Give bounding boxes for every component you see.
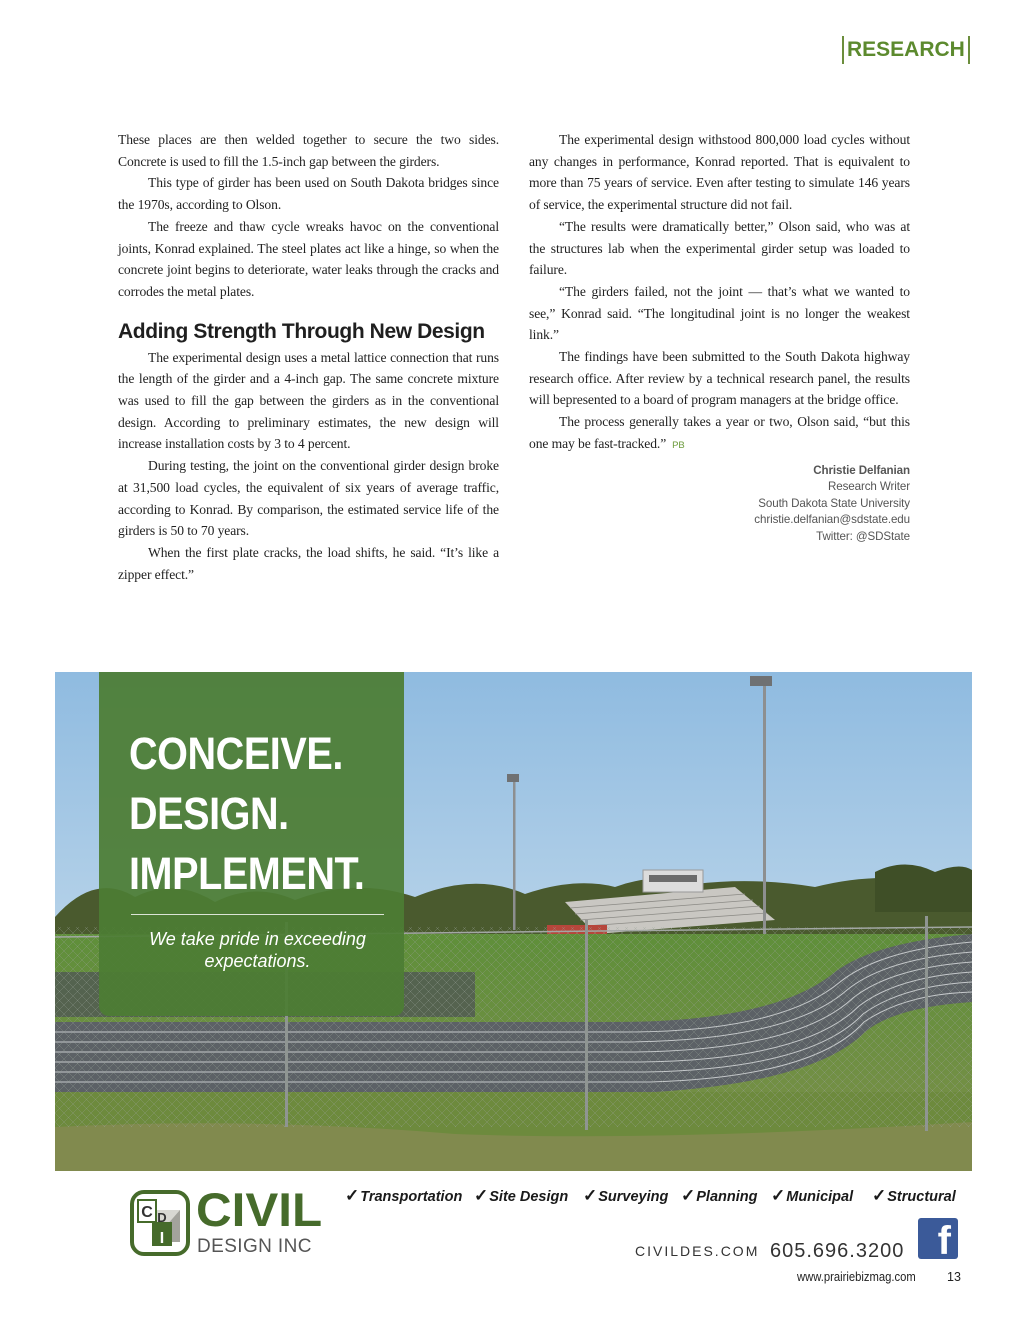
end-mark: PB <box>672 439 685 451</box>
service-label: Planning <box>696 1189 758 1205</box>
facebook-letter: f <box>937 1219 951 1263</box>
article-paragraph: During testing, the joint on the conventional girder design broke at 31,500 load cycles, the equivalent of six years of average traffic, according to Konrad. By comparison, the estimated service life of the girders is 50 to 70 years. <box>118 458 499 539</box>
byline <box>529 463 910 546</box>
service-item <box>345 1186 462 1206</box>
headline-line-conceive: CONCEIVE. <box>129 728 343 779</box>
service-label: Transportation <box>360 1189 463 1205</box>
logo-letter-i: I <box>159 1230 165 1247</box>
service-label: Structural <box>887 1189 956 1205</box>
footer-url: www.prairiebizmag.com <box>797 1270 916 1284</box>
article-paragraph: These places are then welded together to secure the two sides. Concrete is used to fill the 1.5-inch gap between the girders. <box>118 132 499 169</box>
section-tag: RESEARCH <box>842 36 970 64</box>
service-label: Site Design <box>489 1189 569 1205</box>
service-label: Surveying <box>598 1189 669 1205</box>
check-icon: ✓ <box>474 1186 489 1205</box>
article-paragraph: “The girders failed, not the joint — that’s what we wanted to see,” Konrad said. “The longitudinal joint is no longer the weakest link.” <box>529 283 910 343</box>
panel-divider <box>131 914 384 915</box>
company-sub: DESIGN INC <box>197 1236 312 1257</box>
check-icon: ✓ <box>681 1186 696 1205</box>
article-paragraph: The freeze and thaw cycle wreaks havoc on the conventional joints, Konrad explained. The steel plates act like a hinge, so when the concrete joint begins to deteriorate, water leaks through the cracks and corrodes the metal plates. <box>118 218 499 299</box>
service-label: Municipal <box>786 1189 854 1205</box>
article-paragraph: The experimental design uses a metal lattice connection that runs the length of the girder and a 4-inch gap. The same concrete mixture was used to fill the gap between the girders as in the conventional design. According to preliminary estimates, the new design will increase installation costs by 3 to 4 percent. <box>118 349 499 452</box>
article-left-column <box>118 129 499 585</box>
check-icon: ✓ <box>345 1186 360 1205</box>
byline-org: South Dakota State University <box>758 496 910 510</box>
headline-line-design: DESIGN. <box>129 788 289 839</box>
article-right-column <box>529 129 910 545</box>
ad-headline <box>129 724 364 904</box>
article-paragraph: This type of girder has been used on South Dakota bridges since the 1970s, according to Olson. <box>118 175 499 213</box>
service-item <box>681 1186 757 1206</box>
page-number: 13 <box>947 1270 961 1284</box>
check-icon: ✓ <box>771 1186 786 1205</box>
article-subhead: Adding Strength Through New Design <box>118 319 485 343</box>
service-item <box>872 1186 956 1206</box>
facebook-icon[interactable] <box>918 1218 958 1263</box>
ad-website-link[interactable]: CIVILDES.COM <box>635 1243 760 1259</box>
article-paragraph: The experimental design withstood 800,000 load cycles without any changes in performance, Konrad reported. That is equivalent to more than 75 years of service. Even after testing to simulate 146 years of service, the experimental structure did not fail. <box>529 132 910 213</box>
article-paragraph <box>529 411 910 456</box>
last-paragraph-text: The process generally takes a year or two, Olson said, “but this one may be fast-tracked.” <box>529 414 910 451</box>
byline-title: Research Writer <box>827 480 910 494</box>
check-icon: ✓ <box>583 1186 598 1205</box>
ad-phone: 605.696.3200 <box>770 1240 905 1262</box>
byline-email: christie.delfanian@sdstate.edu <box>754 513 910 527</box>
company-logo-mark <box>130 1190 190 1261</box>
byline-name: Christie Delfanian <box>813 463 910 477</box>
article-paragraph: When the first plate cracks, the load shifts, he said. “It’s like a zipper effect.” <box>118 544 499 582</box>
service-item <box>474 1186 568 1206</box>
service-item <box>771 1186 853 1206</box>
ad-tagline: We take pride in exceeding expectations. <box>149 929 366 971</box>
article-paragraph: The findings have been submitted to the South Dakota highway research office. After review by a technical research panel, the results will bepresented to a board of program managers at the bridge office. <box>529 349 910 408</box>
logo-letter-c: C <box>141 1204 153 1221</box>
ad-green-panel <box>99 672 404 1016</box>
logo-letter-d: D <box>157 1210 167 1225</box>
company-name: CIVIL <box>196 1183 323 1236</box>
byline-twitter: Twitter: @SDState <box>816 529 910 543</box>
headline-line-implement: IMPLEMENT. <box>129 848 365 899</box>
article-paragraph: “The results were dramatically better,” Olson said, who was at the structures lab when the experimental girder setup was loaded to failure. <box>529 218 910 278</box>
check-icon: ✓ <box>872 1186 887 1205</box>
service-item <box>583 1186 668 1206</box>
